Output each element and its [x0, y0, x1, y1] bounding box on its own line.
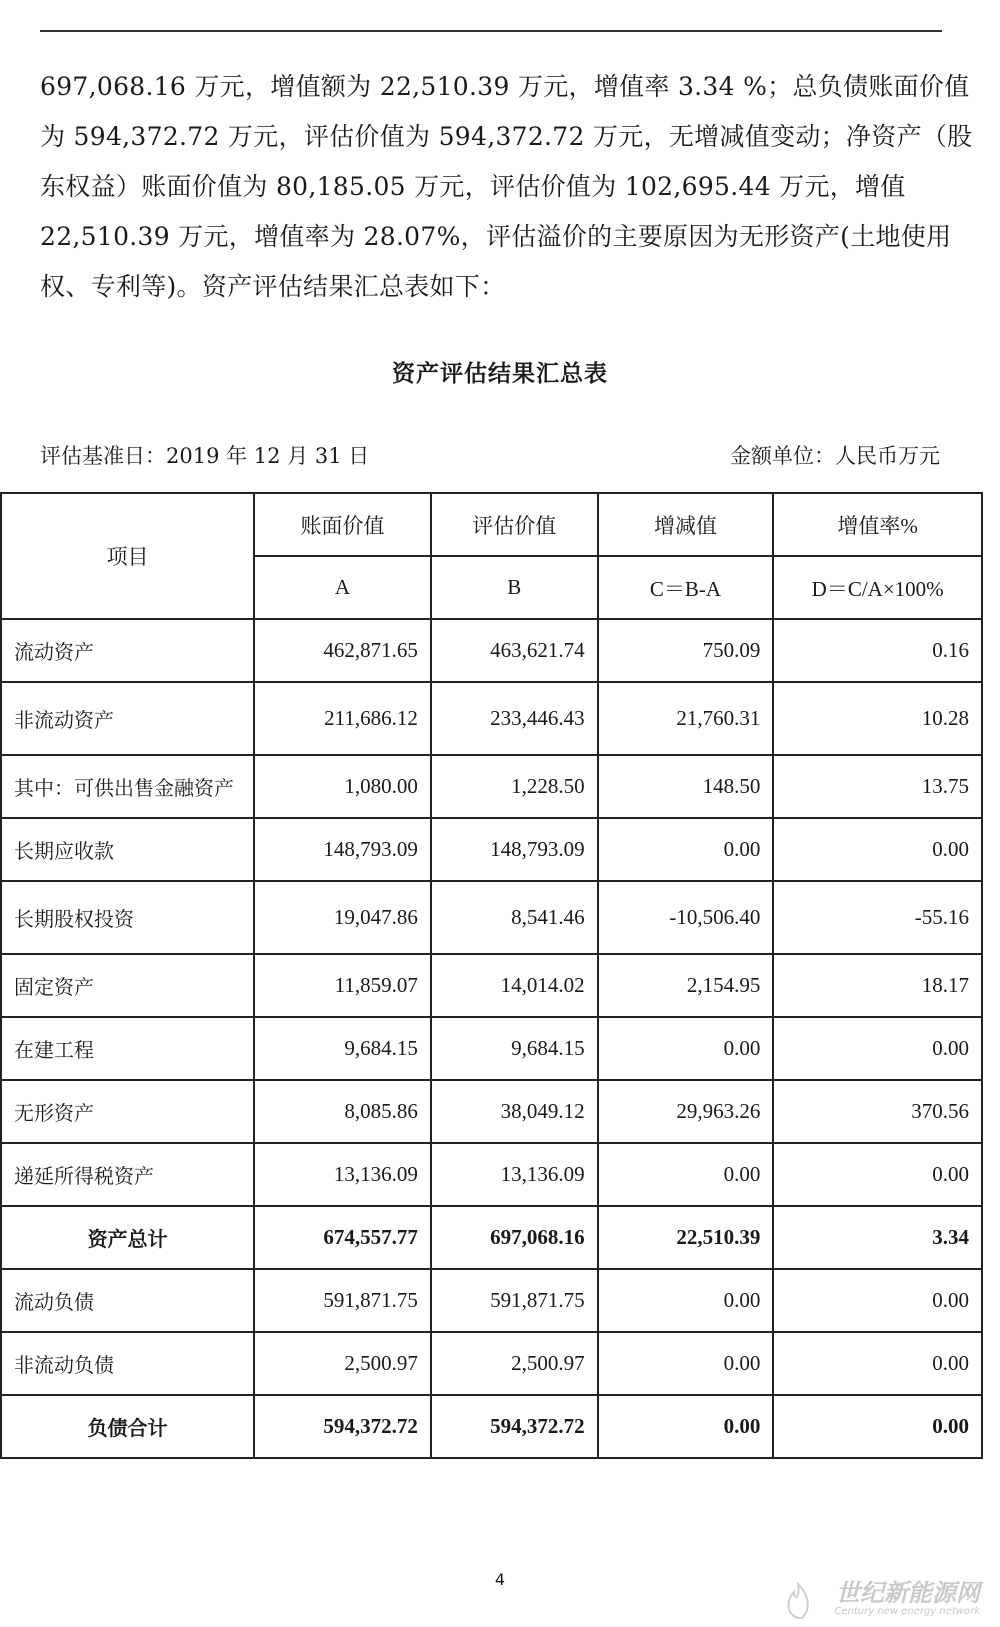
appraised-value-cell: 2,500.97	[431, 1332, 598, 1395]
row-label: 非流动负债	[1, 1332, 254, 1395]
book-value-cell: 674,557.77	[254, 1206, 431, 1269]
subheader-a: A	[254, 556, 431, 619]
rate-cell: 370.56	[773, 1080, 982, 1143]
table-row	[1, 1206, 982, 1269]
row-label: 流动负债	[1, 1269, 254, 1332]
book-value-cell: 148,793.09	[254, 818, 431, 881]
table-row	[1, 755, 982, 818]
book-value-cell: 8,085.86	[254, 1080, 431, 1143]
valuation-summary-table	[0, 492, 983, 1459]
change-cell: 0.00	[598, 1332, 774, 1395]
appraised-value-cell: 9,684.15	[431, 1017, 598, 1080]
row-label: 在建工程	[1, 1017, 254, 1080]
rate-cell: 18.17	[773, 954, 982, 1017]
table-title: 资产评估结果汇总表	[392, 361, 608, 387]
paragraph-line: 为 594,372.72 万元，评估价值为 594,372.72 万元，无增减值变动；净资产（股	[40, 122, 973, 151]
watermark	[780, 1580, 980, 1620]
body-paragraph	[40, 62, 973, 312]
row-label: 其中：可供出售金融资产	[1, 755, 254, 818]
rate-cell: 0.00	[773, 818, 982, 881]
row-label: 长期股权投资	[1, 881, 254, 954]
rate-cell: -55.16	[773, 881, 982, 954]
table-row	[1, 954, 982, 1017]
book-value-cell: 2,500.97	[254, 1332, 431, 1395]
change-cell: 0.00	[598, 1395, 774, 1458]
appraised-value-cell: 463,621.74	[431, 619, 598, 682]
paragraph-line: 697,068.16 万元，增值额为 22,510.39 万元，增值率 3.34 %；总负债账面价值	[40, 72, 970, 101]
appraised-value-cell: 8,541.46	[431, 881, 598, 954]
table-row	[1, 1017, 982, 1080]
row-label: 长期应收款	[1, 818, 254, 881]
table-row	[1, 881, 982, 954]
subheader-c: C＝B-A	[598, 556, 774, 619]
rate-cell: 0.00	[773, 1332, 982, 1395]
change-cell: 29,963.26	[598, 1080, 774, 1143]
book-value-cell: 591,871.75	[254, 1269, 431, 1332]
change-cell: 2,154.95	[598, 954, 774, 1017]
appraised-value-cell: 13,136.09	[431, 1143, 598, 1206]
appraised-value-cell: 38,049.12	[431, 1080, 598, 1143]
header-change: 增减值	[598, 493, 774, 556]
rate-cell: 0.00	[773, 1143, 982, 1206]
book-value-cell: 1,080.00	[254, 755, 431, 818]
currency-unit: 金额单位：人民币万元	[730, 444, 940, 468]
table-row	[1, 1332, 982, 1395]
book-value-cell: 13,136.09	[254, 1143, 431, 1206]
change-cell: 0.00	[598, 1269, 774, 1332]
change-cell: 0.00	[598, 1143, 774, 1206]
book-value-cell: 594,372.72	[254, 1395, 431, 1458]
table-row	[1, 682, 982, 755]
row-label: 无形资产	[1, 1080, 254, 1143]
appraised-value-cell: 1,228.50	[431, 755, 598, 818]
rate-cell: 3.34	[773, 1206, 982, 1269]
row-label: 非流动资产	[1, 682, 254, 755]
rate-cell: 0.00	[773, 1269, 982, 1332]
change-cell: 0.00	[598, 818, 774, 881]
rate-cell: 10.28	[773, 682, 982, 755]
rate-cell: 0.16	[773, 619, 982, 682]
table-row	[1, 619, 982, 682]
table-row	[1, 1143, 982, 1206]
table-row	[1, 1269, 982, 1332]
book-value-cell: 9,684.15	[254, 1017, 431, 1080]
row-label: 流动资产	[1, 619, 254, 682]
row-label: 递延所得税资产	[1, 1143, 254, 1206]
header-rule	[40, 30, 942, 32]
appraised-value-cell: 14,014.02	[431, 954, 598, 1017]
appraised-value-cell: 697,068.16	[431, 1206, 598, 1269]
rate-cell: 0.00	[773, 1395, 982, 1458]
book-value-cell: 462,871.65	[254, 619, 431, 682]
appraised-value-cell: 591,871.75	[431, 1269, 598, 1332]
appraised-value-cell: 594,372.72	[431, 1395, 598, 1458]
paragraph-line: 东权益）账面价值为 80,185.05 万元，评估价值为 102,695.44 万元，增值	[40, 172, 906, 201]
book-value-cell: 11,859.07	[254, 954, 431, 1017]
page-number: 4	[494, 1570, 506, 1589]
appraised-value-cell: 233,446.43	[431, 682, 598, 755]
appraised-value-cell: 148,793.09	[431, 818, 598, 881]
base-date: 评估基准日：2019 年 12 月 31 日	[40, 444, 370, 468]
header-book-value: 账面价值	[254, 493, 431, 556]
rate-cell: 0.00	[773, 1017, 982, 1080]
header-rate: 增值率%	[773, 493, 982, 556]
book-value-cell: 211,686.12	[254, 682, 431, 755]
table-row	[1, 1395, 982, 1458]
change-cell: 22,510.39	[598, 1206, 774, 1269]
watermark-text: 世纪新能源网	[836, 1579, 980, 1607]
watermark-subtext: Century new energy network	[834, 1606, 980, 1617]
flame-logo-icon	[780, 1580, 816, 1620]
table-row	[1, 1080, 982, 1143]
subheader-b: B	[431, 556, 598, 619]
change-cell: -10,506.40	[598, 881, 774, 954]
change-cell: 750.09	[598, 619, 774, 682]
row-label: 资产总计	[1, 1206, 254, 1269]
header-row	[1, 493, 982, 556]
paragraph-line: 权、专利等)。资产评估结果汇总表如下：	[40, 272, 506, 301]
change-cell: 0.00	[598, 1017, 774, 1080]
rate-cell: 13.75	[773, 755, 982, 818]
change-cell: 21,760.31	[598, 682, 774, 755]
paragraph-line: 22,510.39 万元，增值率为 28.07%，评估溢价的主要原因为无形资产(土地使用	[40, 222, 952, 251]
header-appraised-value: 评估价值	[431, 493, 598, 556]
change-cell: 148.50	[598, 755, 774, 818]
row-label: 负债合计	[1, 1395, 254, 1458]
book-value-cell: 19,047.86	[254, 881, 431, 954]
subheader-d: D＝C/A×100%	[773, 556, 982, 619]
header-item: 项目	[1, 493, 254, 619]
table-row	[1, 818, 982, 881]
row-label: 固定资产	[1, 954, 254, 1017]
